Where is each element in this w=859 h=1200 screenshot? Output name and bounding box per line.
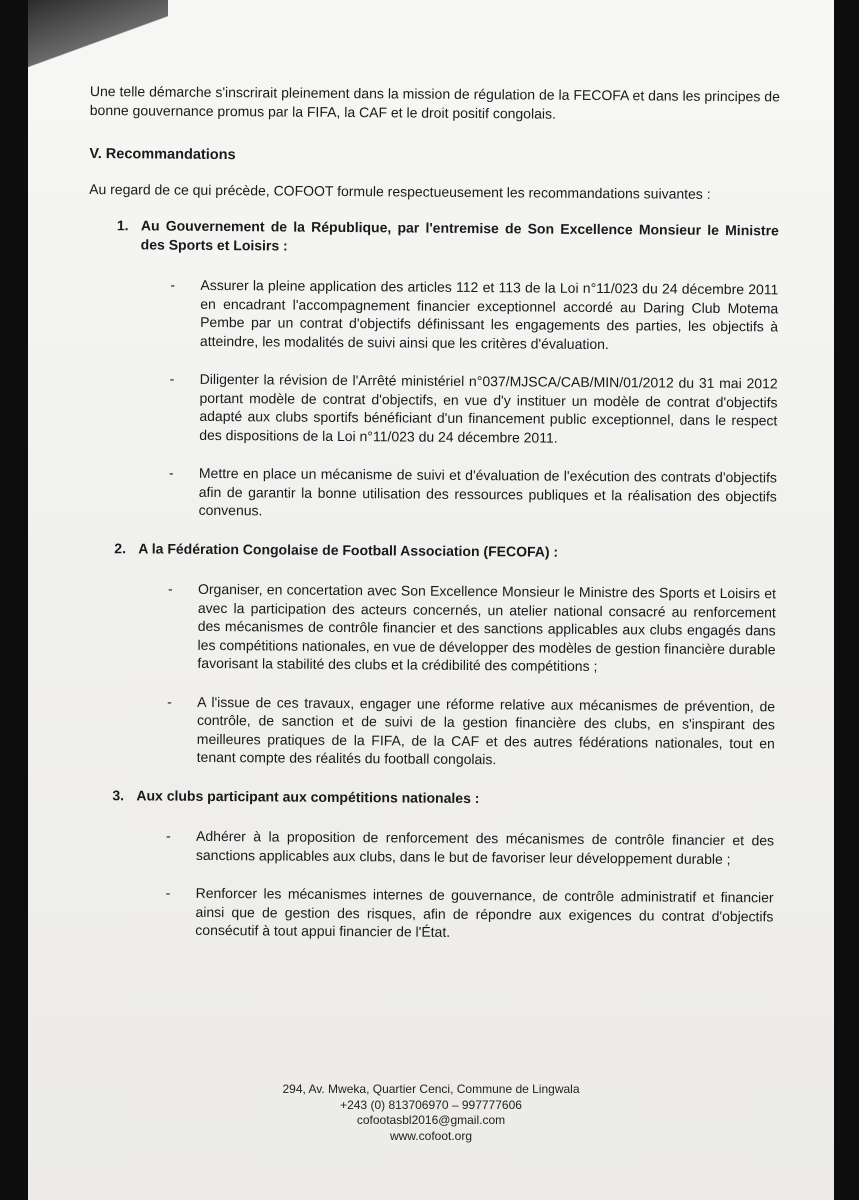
bullet-text: Mettre en place un mécanisme de suivi et d'évaluation de l'exécution des contrats d'objectifs afin de garantir la bonne utilisation des ressources publiques et la réalisation des objectifs convenus. bbox=[198, 464, 777, 519]
recommendation-number: 1. bbox=[116, 217, 129, 234]
bullet-dash: - bbox=[169, 370, 175, 387]
list-item bbox=[166, 827, 774, 869]
bullet-text: A l'issue de ces travaux, engager une réforme relative aux mécanismes de prévention, de contrôle, de sanction et de suivi de la gestion financière des clubs, en s'inspirant des meilleures pratiques de la FIFA, de la CAF et des autres fédérations nationales, tout en tenant compte des réalités du football congolais. bbox=[196, 693, 776, 768]
bullet-dash: - bbox=[167, 580, 173, 597]
recommendation-title: Aux clubs participant aux compétitions nationales : bbox=[136, 786, 480, 806]
bullet-dash: - bbox=[167, 693, 172, 710]
page-footer bbox=[28, 1082, 834, 1144]
bullet-dash: - bbox=[165, 884, 171, 901]
recommendation-3 bbox=[83, 785, 774, 943]
recommendation-heading bbox=[86, 538, 776, 562]
footer-address: 294, Av. Mweka, Quartier Cenci, Commune de Lingwala bbox=[282, 1082, 580, 1096]
footer-email: cofootasbl2016@gmail.com bbox=[356, 1113, 506, 1127]
list-item bbox=[169, 370, 778, 449]
lead-paragraph: Au regard de ce qui précède, COFOOT formule respectueusement les recommandations suivantes : bbox=[89, 180, 711, 202]
bullet-text: Renforcer les mécanismes internes de gouvernance, de contrôle administratif et financier ainsi que de gestion des risques, afin de répondre aux exigences du contrat d'objectifs consécutif à tout appui financier de l'État. bbox=[195, 884, 774, 940]
recommendation-number: 2. bbox=[114, 539, 127, 556]
bullet-dash: - bbox=[170, 276, 176, 293]
bullet-list bbox=[165, 827, 774, 944]
footer-website: www.cofoot.org bbox=[389, 1128, 473, 1143]
page-fold-shadow bbox=[28, 0, 168, 70]
bullet-text: Assurer la pleine application des articles 112 et 113 de la Loi n°11/023 du 24 décembre 2011 en encadrant l'accompagnement financier exceptionnel accordé au Daring Club Motema Pembe par un contrat d'objectifs définissant les engagements des parties, les objectifs à atteindre, les modalités de suivi ainsi que les critères d'évaluation. bbox=[199, 276, 779, 352]
document-body bbox=[83, 82, 780, 964]
intro-paragraph: Une telle démarche s'inscrirait pleinement dans la mission de régulation de la FECOFA et dans les principes de bonne gouvernance promus par la FIFA, la CAF et le droit positif congolais. bbox=[89, 82, 780, 122]
bullet-dash: - bbox=[168, 464, 174, 481]
list-item bbox=[167, 580, 776, 677]
bullet-text: Organiser, en concertation avec Son Excellence Monsieur le Ministre des Sports et Loisirs et avec la participation des acteurs concernés, un atelier national consacré au renforcement des mécanismes de contrôle financier et des sanctions applicables aux clubs engagés dans les compétitions nationales, en vue de développer des modèles de gestion financière durable favorisant la stabilité des clubs et la crédibilité des compétitions ; bbox=[197, 580, 777, 675]
document-page bbox=[28, 0, 834, 1200]
recommendation-1 bbox=[87, 216, 779, 524]
section-title: V. Recommandations bbox=[89, 145, 236, 164]
recommendation-heading bbox=[89, 216, 779, 258]
footer-phone: +243 (0) 813706970 – 997777606 bbox=[340, 1097, 522, 1112]
bullet-list bbox=[167, 580, 776, 771]
bullet-list bbox=[169, 276, 779, 524]
recommendation-number: 3. bbox=[112, 786, 125, 803]
bullet-dash: - bbox=[166, 827, 171, 844]
recommendation-2 bbox=[85, 538, 777, 770]
recommendation-title: A la Fédération Congolaise de Football Association (FECOFA) : bbox=[138, 539, 559, 560]
list-item bbox=[169, 464, 777, 524]
recommendation-heading bbox=[84, 785, 774, 809]
bullet-text: Adhérer à la proposition de renforcement des mécanismes de contrôle financier et des sanctions applicables aux clubs, dans le but de favoriser leur développement durable ; bbox=[195, 827, 775, 867]
list-item bbox=[165, 884, 773, 944]
list-item bbox=[170, 276, 779, 355]
recommendation-title: Au Gouvernement de la République, par l'entremise de Son Excellence Monsieur le Ministre des Sports et Loisirs : bbox=[140, 217, 779, 254]
bullet-text: Diligenter la révision de l'Arrêté ministériel n°037/MJSCA/CAB/MIN/01/2012 du 31 mai 2012 portant modèle de contrat d'objectifs, en vue d'y instituer un modèle de contrat d'objectifs adapté aux clubs sportifs bénéficiant d'un financement public exceptionnel, dans le respect des dispositions de la Loi n°11/023 du 24 décembre 2011. bbox=[199, 370, 778, 446]
list-item bbox=[167, 692, 776, 771]
